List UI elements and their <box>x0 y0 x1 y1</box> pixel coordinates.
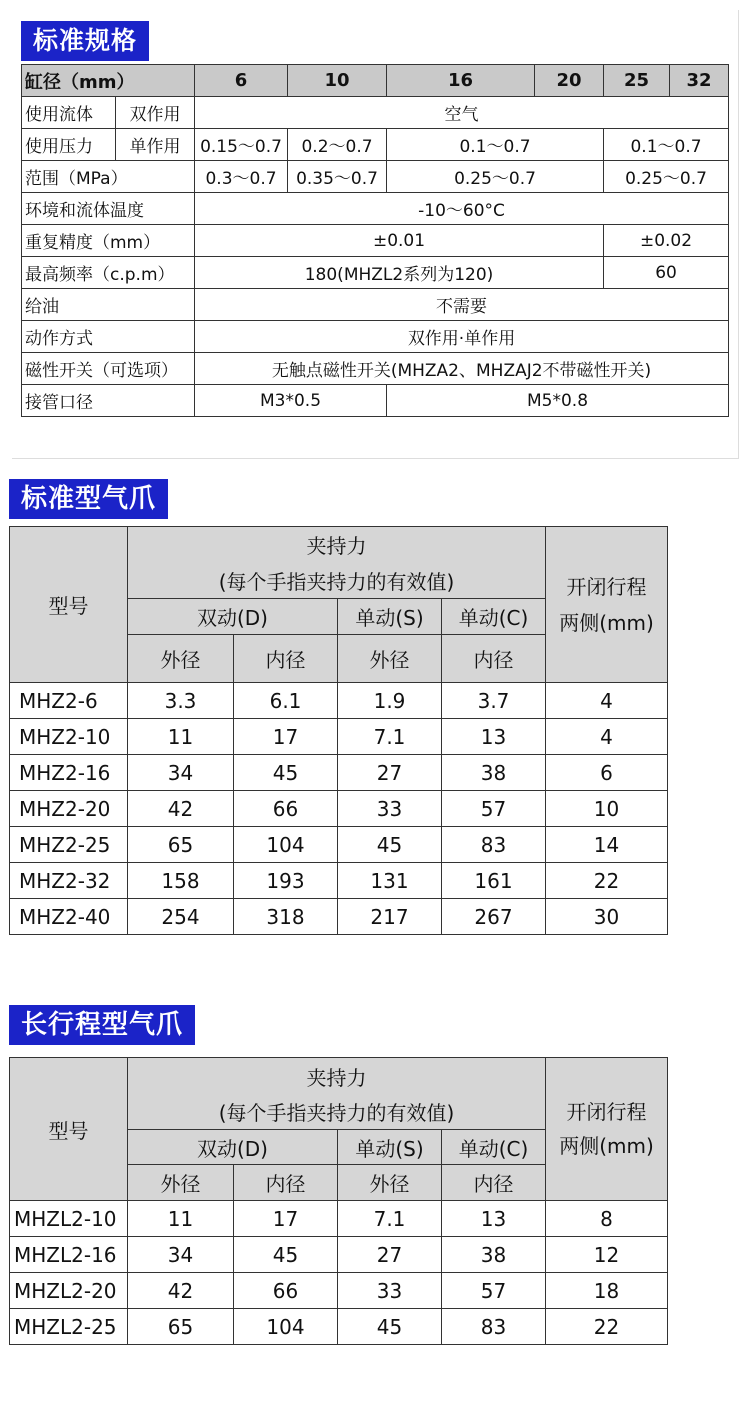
value-cell: 254 <box>128 899 234 935</box>
repeat-v1: ±0.01 <box>195 225 604 257</box>
value-cell: 12 <box>546 1237 668 1273</box>
model-cell: MHZ2-10 <box>10 719 128 755</box>
model-cell: MHZ2-6 <box>10 683 128 719</box>
range-v4: 0.25～0.7 <box>604 161 729 193</box>
value-cell: 45 <box>234 1237 338 1273</box>
model-cell: MHZL2-10 <box>10 1201 128 1237</box>
std-stroke-header-2: 两侧(mm) <box>559 610 654 635</box>
value-cell: 10 <box>546 791 668 827</box>
long-single-c-header: 单动(C) <box>442 1130 546 1165</box>
value-cell: 42 <box>128 791 234 827</box>
std-single-c-header: 单动(C) <box>442 599 546 635</box>
table-row <box>10 755 668 791</box>
value-cell: 267 <box>442 899 546 935</box>
table-row <box>10 1201 668 1237</box>
spec-table <box>21 64 729 417</box>
value-cell: 131 <box>338 863 442 899</box>
bore-32: 32 <box>670 65 729 97</box>
fluid-label: 使用流体 <box>22 97 116 129</box>
value-cell: 66 <box>234 1273 338 1309</box>
spec-row-repeat <box>22 225 729 257</box>
bore-label: 缸径（mm） <box>22 65 195 97</box>
table-row <box>10 863 668 899</box>
spec-row-pressure <box>22 129 729 161</box>
pressure-sub: 单作用 <box>116 129 195 161</box>
std-stroke-header-1: 开闭行程 <box>566 574 647 599</box>
repeat-label: 重复精度（mm） <box>22 225 195 257</box>
value-cell: 193 <box>234 863 338 899</box>
std-model-header: 型号 <box>10 527 128 683</box>
long-force-header: 夹持力 <box>128 1058 546 1095</box>
model-cell: MHZ2-25 <box>10 827 128 863</box>
switch-value: 无触点磁性开关(MHZA2、MHZAJ2不带磁性开关) <box>195 353 729 385</box>
bore-10: 10 <box>288 65 387 97</box>
value-cell: 83 <box>442 1309 546 1345</box>
spec-row-action <box>22 321 729 353</box>
table-row <box>10 1309 668 1345</box>
value-cell: 17 <box>234 1201 338 1237</box>
model-cell: MHZL2-16 <box>10 1237 128 1273</box>
value-cell: 104 <box>234 1309 338 1345</box>
model-cell: MHZ2-20 <box>10 791 128 827</box>
value-cell: 22 <box>546 863 668 899</box>
std-stroke-header <box>546 527 668 683</box>
temp-label: 环境和流体温度 <box>22 193 195 225</box>
range-v3: 0.25～0.7 <box>387 161 604 193</box>
value-cell: 57 <box>442 791 546 827</box>
range-v1: 0.3～0.7 <box>195 161 288 193</box>
spec-row-freq <box>22 257 729 289</box>
value-cell: 34 <box>128 1237 234 1273</box>
value-cell: 11 <box>128 719 234 755</box>
value-cell: 38 <box>442 1237 546 1273</box>
freq-v2: 60 <box>604 257 729 289</box>
value-cell: 14 <box>546 827 668 863</box>
value-cell: 45 <box>234 755 338 791</box>
model-cell: MHZ2-32 <box>10 863 128 899</box>
value-cell: 13 <box>442 719 546 755</box>
action-label: 动作方式 <box>22 321 195 353</box>
value-cell: 17 <box>234 719 338 755</box>
temp-value: -10～60°C <box>195 193 729 225</box>
value-cell: 18 <box>546 1273 668 1309</box>
value-cell: 83 <box>442 827 546 863</box>
long-head-row-1 <box>10 1058 668 1095</box>
value-cell: 22 <box>546 1309 668 1345</box>
value-cell: 27 <box>338 755 442 791</box>
spec-row-fluid <box>22 97 729 129</box>
bore-16: 16 <box>387 65 535 97</box>
value-cell: 158 <box>128 863 234 899</box>
pressure-v1: 0.15～0.7 <box>195 129 288 161</box>
action-value: 双作用·单作用 <box>195 321 729 353</box>
port-v1: M3*0.5 <box>195 385 387 417</box>
std-outer-2: 外径 <box>338 635 442 683</box>
table-row <box>10 1273 668 1309</box>
long-title: 长行程型气爪 <box>9 1005 195 1045</box>
value-cell: 104 <box>234 827 338 863</box>
value-cell: 42 <box>128 1273 234 1309</box>
long-outer-2: 外径 <box>338 1165 442 1201</box>
oil-label: 给油 <box>22 289 195 321</box>
long-inner-1: 内径 <box>234 1165 338 1201</box>
value-cell: 30 <box>546 899 668 935</box>
standard-table <box>9 526 668 935</box>
value-cell: 7.1 <box>338 1201 442 1237</box>
value-cell: 4 <box>546 683 668 719</box>
value-cell: 34 <box>128 755 234 791</box>
value-cell: 13 <box>442 1201 546 1237</box>
long-single-s-header: 单动(S) <box>338 1130 442 1165</box>
long-model-header: 型号 <box>10 1058 128 1201</box>
spec-row-port <box>22 385 729 417</box>
repeat-v2: ±0.02 <box>604 225 729 257</box>
range-v2: 0.35～0.7 <box>288 161 387 193</box>
value-cell: 38 <box>442 755 546 791</box>
value-cell: 8 <box>546 1201 668 1237</box>
port-v2: M5*0.8 <box>387 385 729 417</box>
bore-6: 6 <box>195 65 288 97</box>
spec-row-switch <box>22 353 729 385</box>
spec-title: 标准规格 <box>21 21 149 61</box>
long-stroke-header-1: 开闭行程 <box>566 1100 647 1124</box>
value-cell: 3.7 <box>442 683 546 719</box>
long-inner-2: 内径 <box>442 1165 546 1201</box>
pressure-v3: 0.1～0.7 <box>387 129 604 161</box>
table-row <box>10 791 668 827</box>
model-cell: MHZ2-40 <box>10 899 128 935</box>
table-row <box>10 1237 668 1273</box>
std-force-header: 夹持力 <box>128 527 546 563</box>
std-inner-2: 内径 <box>442 635 546 683</box>
value-cell: 4 <box>546 719 668 755</box>
std-force-note: (每个手指夹持力的有效值) <box>128 563 546 599</box>
long-outer-1: 外径 <box>128 1165 234 1201</box>
long-table <box>9 1057 668 1345</box>
table-row <box>10 719 668 755</box>
value-cell: 33 <box>338 1273 442 1309</box>
freq-label: 最高频率（c.p.m） <box>22 257 195 289</box>
value-cell: 217 <box>338 899 442 935</box>
value-cell: 65 <box>128 827 234 863</box>
std-single-s-header: 单动(S) <box>338 599 442 635</box>
table-row <box>10 827 668 863</box>
value-cell: 45 <box>338 1309 442 1345</box>
port-label: 接管口径 <box>22 385 195 417</box>
model-cell: MHZ2-16 <box>10 755 128 791</box>
std-inner-1: 内径 <box>234 635 338 683</box>
long-stroke-header-2: 两侧(mm) <box>559 1134 654 1158</box>
std-double-header: 双动(D) <box>128 599 338 635</box>
spec-header-row <box>22 65 729 97</box>
std-head-row-1 <box>10 527 668 563</box>
value-cell: 45 <box>338 827 442 863</box>
value-cell: 33 <box>338 791 442 827</box>
standard-title: 标准型气爪 <box>9 479 168 519</box>
value-cell: 7.1 <box>338 719 442 755</box>
switch-label: 磁性开关（可选项） <box>22 353 195 385</box>
bore-20: 20 <box>535 65 604 97</box>
value-cell: 11 <box>128 1201 234 1237</box>
spec-row-temp <box>22 193 729 225</box>
value-cell: 3.3 <box>128 683 234 719</box>
value-cell: 6 <box>546 755 668 791</box>
bore-25: 25 <box>604 65 670 97</box>
long-double-header: 双动(D) <box>128 1130 338 1165</box>
long-force-note: (每个手指夹持力的有效值) <box>128 1095 546 1130</box>
range-label: 范围（MPa） <box>22 161 195 193</box>
fluid-value: 空气 <box>195 97 729 129</box>
pressure-v4: 0.1～0.7 <box>604 129 729 161</box>
pressure-label: 使用压力 <box>22 129 116 161</box>
model-cell: MHZL2-25 <box>10 1309 128 1345</box>
spec-row-range <box>22 161 729 193</box>
value-cell: 65 <box>128 1309 234 1345</box>
table-row <box>10 899 668 935</box>
value-cell: 57 <box>442 1273 546 1309</box>
value-cell: 27 <box>338 1237 442 1273</box>
std-outer-1: 外径 <box>128 635 234 683</box>
value-cell: 161 <box>442 863 546 899</box>
table-row <box>10 683 668 719</box>
fluid-sub: 双作用 <box>116 97 195 129</box>
value-cell: 6.1 <box>234 683 338 719</box>
freq-v1: 180(MHZL2系列为120) <box>195 257 604 289</box>
value-cell: 66 <box>234 791 338 827</box>
model-cell: MHZL2-20 <box>10 1273 128 1309</box>
spec-row-oil <box>22 289 729 321</box>
value-cell: 318 <box>234 899 338 935</box>
value-cell: 1.9 <box>338 683 442 719</box>
pressure-v2: 0.2～0.7 <box>288 129 387 161</box>
oil-value: 不需要 <box>195 289 729 321</box>
long-stroke-header <box>546 1058 668 1201</box>
